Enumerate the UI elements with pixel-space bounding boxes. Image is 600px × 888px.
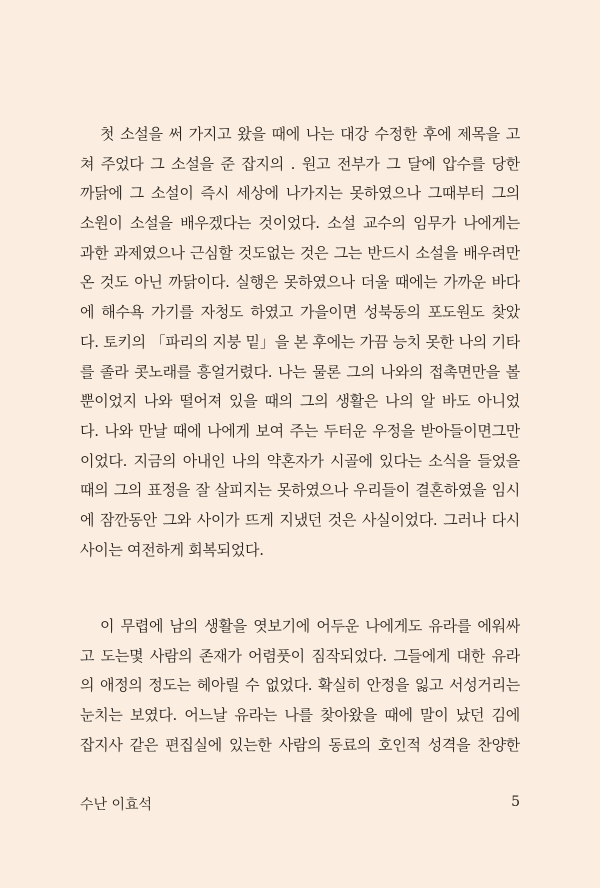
running-title: 수난 이효석 [80,797,153,813]
text-line: 첫 소설을 써 가지고 왔을 때에 나는 대강 수정한 후에 제목을 고 [100,125,520,143]
text-line: 온 것도 아닌 까닭이다. 실행은 못하였으나 더울 때에는 가까운 바다 [80,273,520,292]
text-line: 과한 과제였으나 근심할 것도없는 것은 그는 반드시 소설을 배우려만 [80,243,520,262]
page-footer [80,794,520,814]
text-line: 소원이 소설을 배우겠다는 것이었다. 소설 교수의 임무가 나에게는 [80,214,520,233]
text-line: 에 해수욕 가기를 자청도 하였고 가을이면 성북동의 포도원도 찾았 [80,303,520,322]
text-line: 를 졸라 콧노래를 흥얼거렸다. 나는 물론 그의 나와의 접촉면만을 볼 [80,362,520,381]
text-line: 이었다. 지금의 아내인 나의 약혼자가 시골에 있다는 소식을 들었을 [80,451,520,470]
text-line: 이 무렵에 남의 생활을 엿보기에 어두운 나에게도 유라를 에워싸 [100,617,520,635]
paragraph-2 [80,612,520,760]
text-line: 쳐 주었다 그 소설을 준 잡지의 . 원고 전부가 그 달에 압수를 당한 [80,154,520,173]
text-line: 뿐이었지 나와 떨어져 있을 때의 그의 생활은 나의 알 바도 아니었 [80,392,520,411]
text-line: 에 잠깐동안 그와 사이가 뜨게 지냈던 것은 사실이었다. 그러나 다시 [80,510,520,529]
text-line: 잡지사 같은 편집실에 있는한 사람의 동료의 호인적 성격을 찬양한 [80,735,520,754]
text-line: 다. 나와 만날 때에 나에게 보여 주는 두터운 우정을 받아들이면그만 [80,421,520,440]
text-line: 눈치는 보였다. 어느날 유라는 나를 찾아왔을 때에 말이 났던 김에 [80,706,520,725]
text-line: 고 도는몇 사람의 존재가 어렴풋이 짐작되었다. 그들에게 대한 유라 [80,646,520,665]
text-line: 때의 그의 표정을 잘 살피지는 못하였으나 우리들이 결혼하였을 임시 [80,481,520,500]
text-line: 의 애정의 정도는 헤아릴 수 없었다. 확실히 안정을 잃고 서성거리는 [80,676,520,695]
text-line: 까닭에 그 소설이 즉시 세상에 나가지는 못하였으나 그때부터 그의 [80,184,520,203]
text-line: 다. 토키의 「파리의 지붕 밑」을 본 후에는 가끔 능치 못한 나의 기타 [80,332,520,351]
page-number: 5 [511,794,520,810]
paragraph-1 [80,120,520,565]
text-line: 사이는 여전하게 회복되었다. [80,540,264,559]
